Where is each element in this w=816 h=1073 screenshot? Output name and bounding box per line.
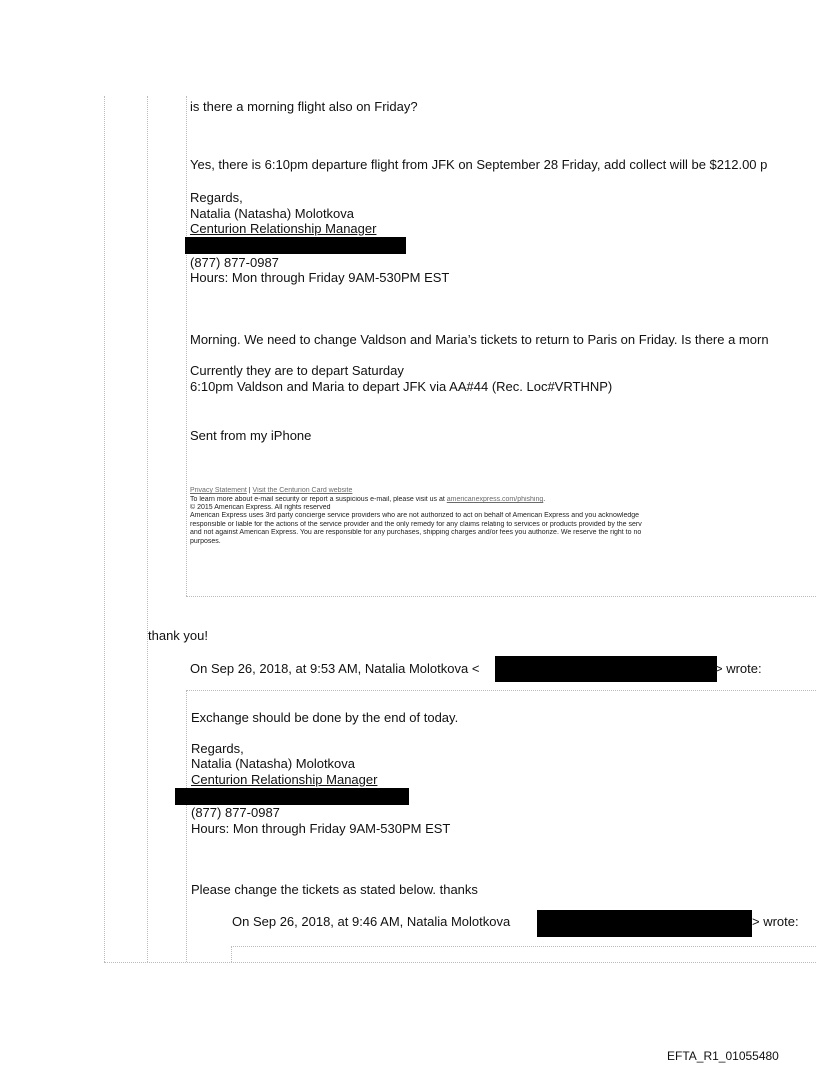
privacy-statement-link[interactable]: Privacy Statement: [190, 487, 247, 494]
copyright: © 2015 American Express. All rights reserved: [190, 504, 331, 511]
thank-you-text: thank you!: [148, 628, 208, 643]
reply-header-suffix: > wrote:: [715, 661, 762, 676]
page-bottom-divider: [104, 962, 816, 963]
reply-text: Yes, there is 6:10pm departure flight from JFK on September 28 Friday, add collect will be $212.00 p: [190, 158, 768, 172]
quote-bottom-divider: [186, 596, 816, 597]
disclaimer-line-3: and not against American Express. You are responsible for any purchases, shipping charges and/or fees you authorize. We reserve the right to no: [190, 529, 642, 536]
reply-header2-prefix: On Sep 26, 2018, at 9:46 AM, Natalia Molotkova: [232, 914, 511, 929]
reply-header2-suffix: > wrote:: [752, 914, 799, 929]
signature-title: Centurion Relationship Manager: [190, 221, 377, 236]
signature-phone: (877) 877-0987: [191, 805, 280, 820]
redaction-block: [537, 910, 752, 937]
signature-name: Natalia (Natasha) Molotkova: [190, 206, 355, 221]
quote-bar-level2: [147, 96, 148, 962]
quote-bar-reply3: [231, 946, 232, 962]
signature-name: Natalia (Natasha) Molotkova: [191, 756, 356, 771]
footer-link-separator: |: [246, 487, 253, 494]
signature-regards: Regards,: [190, 190, 243, 205]
quoted-question: is there a morning flight also on Friday?: [190, 99, 418, 114]
security-end: .: [543, 496, 546, 503]
quote-top-divider-reply3: [231, 946, 816, 947]
security-text: To learn more about e-mail security or report a suspicious e-mail, please visit us at: [190, 496, 447, 503]
document-id: EFTA_R1_01055480: [667, 1049, 779, 1063]
request-text: Morning. We need to change Valdson and Maria’s tickets to return to Paris on Friday. Is there a morn: [190, 333, 769, 347]
disclaimer-line-2: responsible or liable for the actions of the service provider and the only remedy for any claims relating to services or products provided by the serv: [190, 521, 642, 528]
redaction-block: [185, 237, 406, 254]
current-itinerary-line1: Currently they are to depart Saturday: [190, 363, 404, 378]
quote-bar-reply2: [186, 690, 187, 962]
disclaimer-line-4: purposes.: [190, 538, 221, 545]
redaction-block: [495, 656, 717, 682]
current-itinerary-line2: 6:10pm Valdson and Maria to depart JFK via AA#44 (Rec. Loc#VRTHNP): [190, 379, 613, 394]
quote-bar-outer: [104, 96, 105, 962]
signature-regards: Regards,: [191, 741, 244, 756]
exchange-text: Exchange should be done by the end of today.: [191, 710, 459, 725]
disclaimer-line-1: American Express uses 3rd party concierge service providers who are not authorized to act on behalf of American Express and you acknowledge: [190, 512, 640, 519]
signature-hours: Hours: Mon through Friday 9AM-530PM EST: [190, 270, 450, 285]
signature-phone: (877) 877-0987: [190, 255, 279, 270]
redaction-block: [175, 788, 409, 805]
centurion-card-website-link[interactable]: Visit the Centurion Card website: [252, 487, 353, 494]
signature-hours: Hours: Mon through Friday 9AM-530PM EST: [191, 821, 451, 836]
signature-title: Centurion Relationship Manager: [191, 772, 378, 787]
change-tickets-text: Please change the tickets as stated below. thanks: [191, 882, 478, 897]
reply-header-prefix: On Sep 26, 2018, at 9:53 AM, Natalia Molotkova <: [190, 661, 480, 676]
phishing-link[interactable]: americanexpress.com/phishing: [446, 496, 544, 503]
footer-links: [190, 487, 816, 495]
sent-from-iphone: Sent from my iPhone: [190, 428, 312, 443]
quote-bar-level3: [186, 96, 187, 596]
quote-top-divider-reply2: [186, 690, 816, 691]
